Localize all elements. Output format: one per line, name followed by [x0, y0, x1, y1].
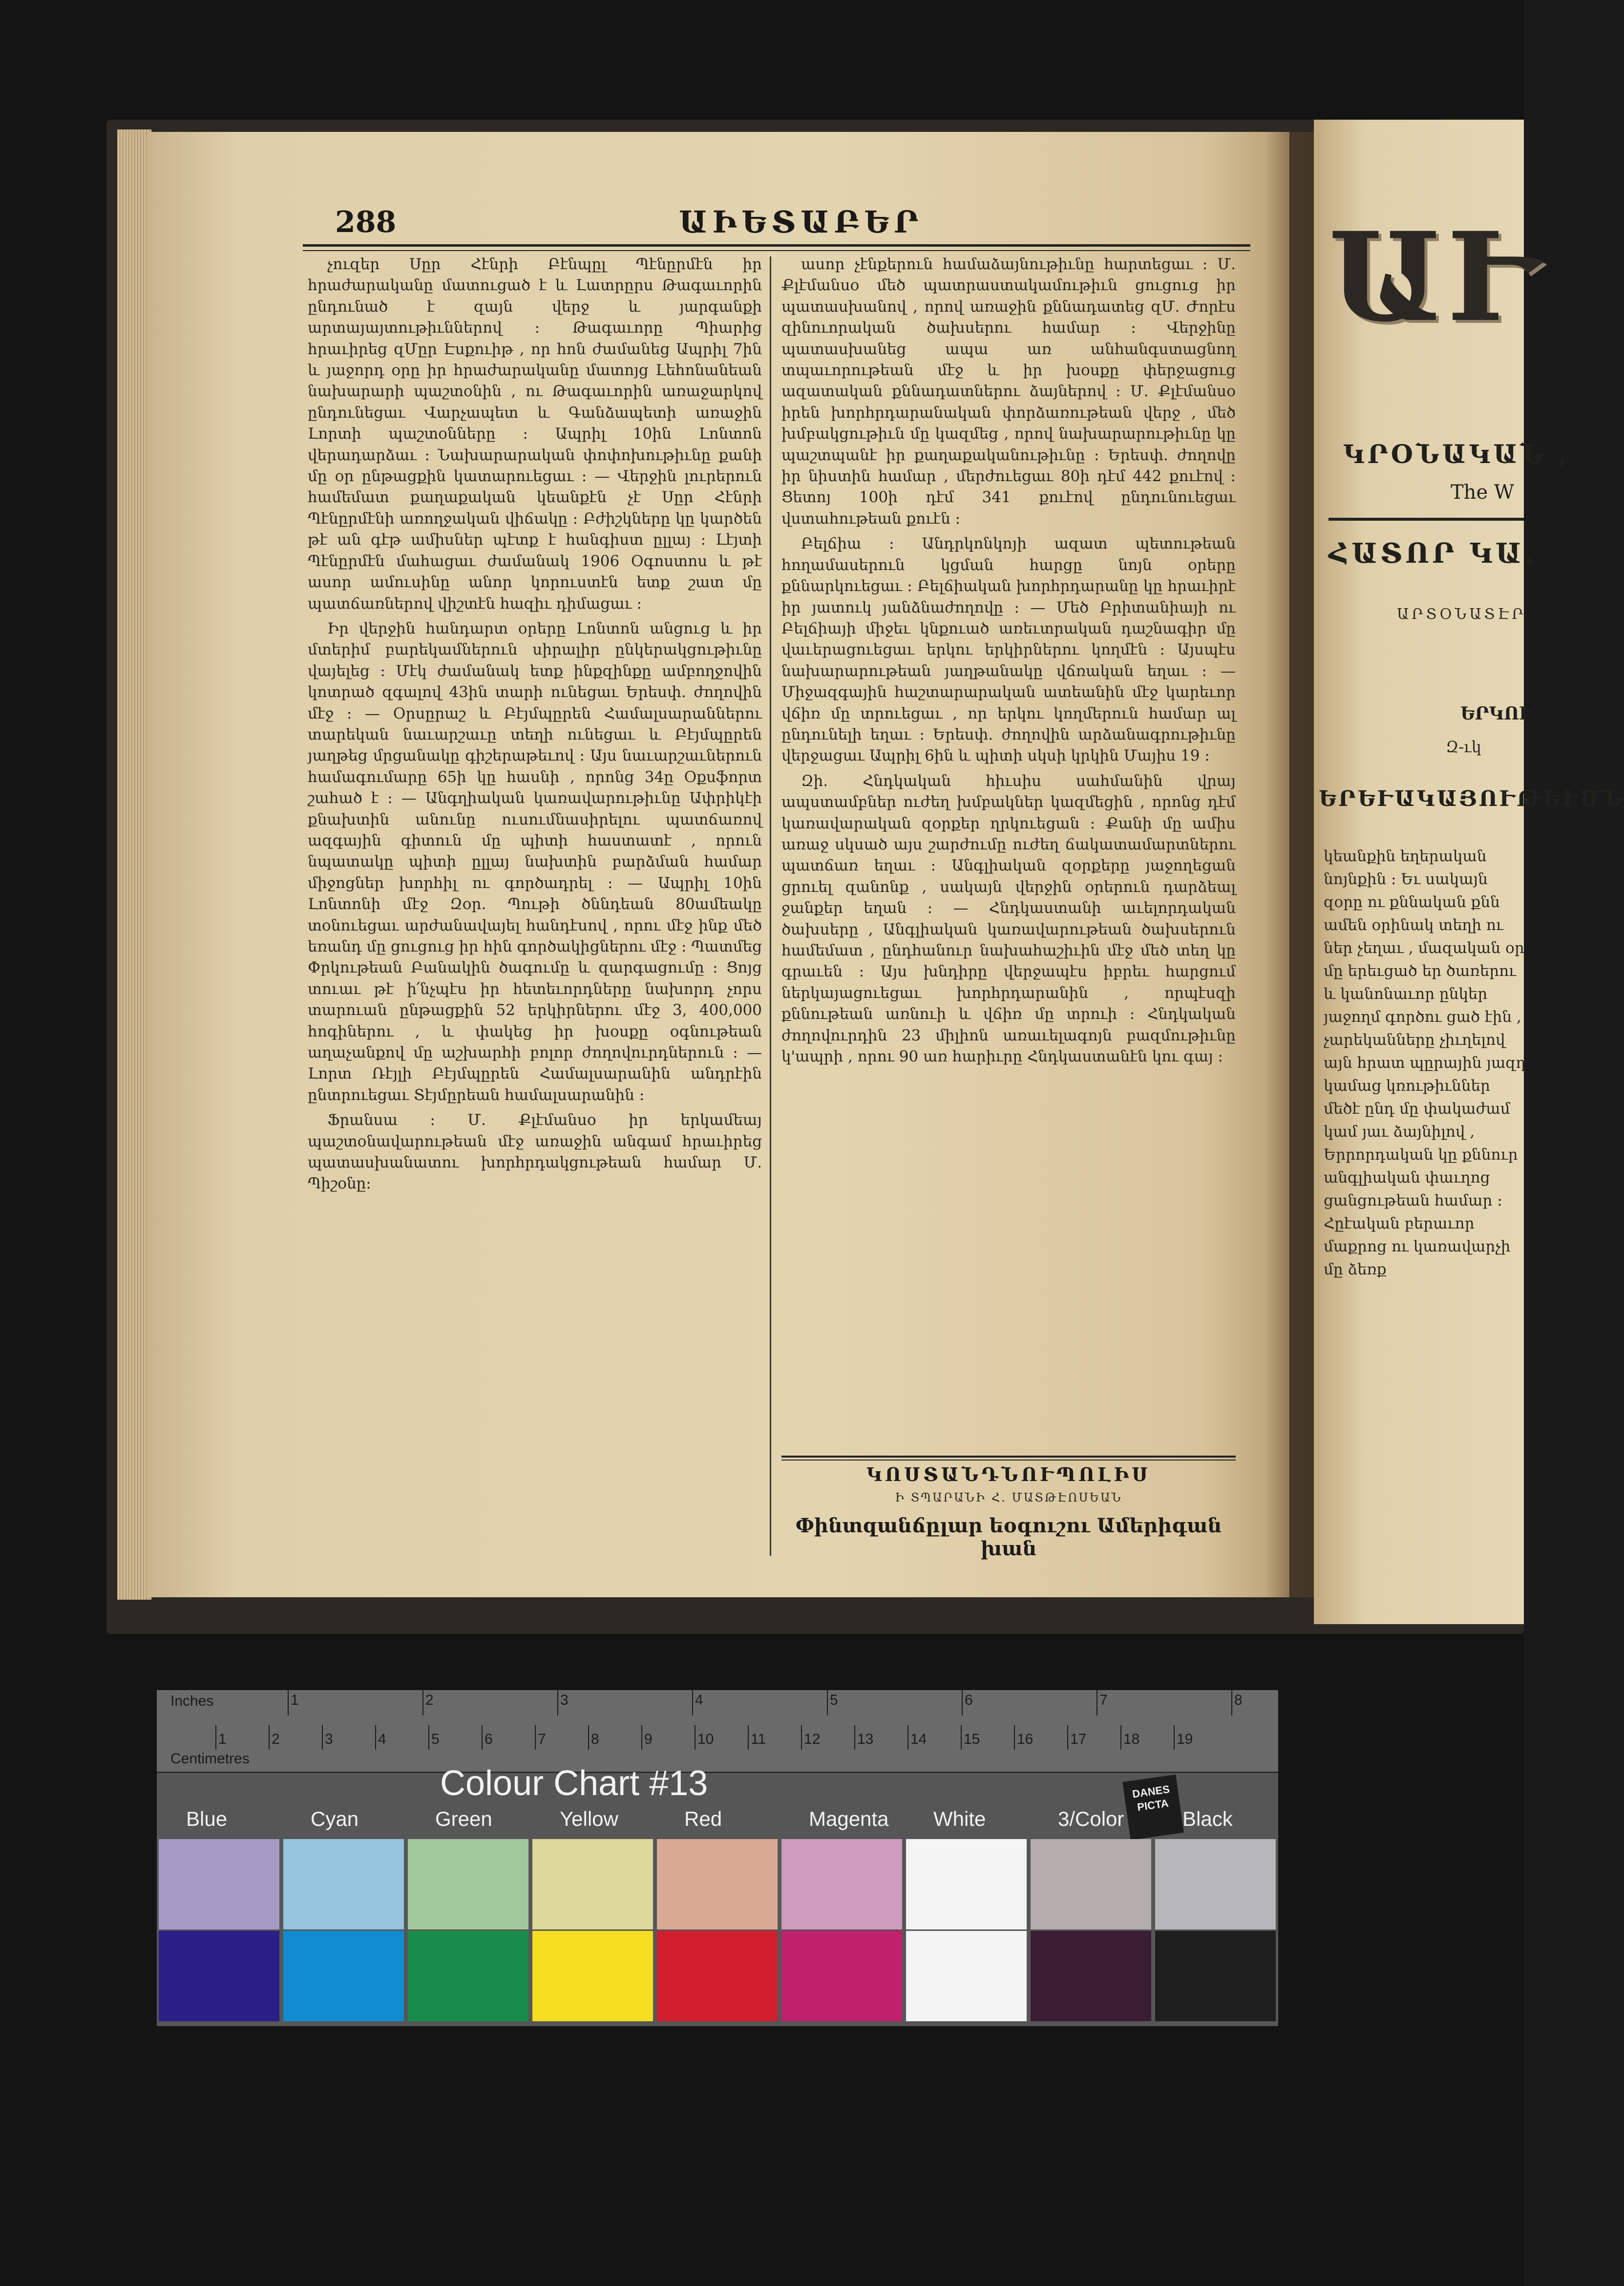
cm-tick-label: 19: [1177, 1731, 1193, 1747]
cm-tick: [961, 1725, 962, 1750]
cm-tick: [1174, 1725, 1175, 1750]
masthead-english: The W: [1451, 481, 1514, 504]
cm-tick-label: 16: [1017, 1731, 1033, 1747]
swatch-label: Magenta: [809, 1807, 889, 1830]
swatch-label: Blue: [186, 1807, 228, 1830]
inch-tick: [827, 1690, 828, 1715]
cm-tick: [854, 1725, 855, 1750]
cm-tick: [801, 1725, 802, 1750]
chart-title: Colour Chart #13: [440, 1764, 708, 1803]
swatch-label: Red: [684, 1807, 722, 1830]
inch-tick-label: 6: [965, 1692, 973, 1708]
cm-tick-label: 13: [857, 1731, 874, 1747]
cm-tick-label: 5: [431, 1731, 440, 1747]
inch-tick: [557, 1690, 558, 1715]
swatch-label: Yellow: [560, 1807, 618, 1830]
cm-tick: [269, 1725, 270, 1750]
imprint-street: Փինտզանճըլար եօգուշու Ամերիգան խան: [795, 1514, 1222, 1560]
swatch-dark: [781, 1931, 902, 2021]
paragraph: չուզեր Սըր Հէնրի Բէնպըլ Պէնըրմէն իր հրաժարականը մատուցած է և Լատրըրս Թագաւորին ընդունած է զայն վերջ և յարգանքի արտայայտութիւններով ։ Թագաւորը Պիարից հրաւիրեց զՄըր Էսքուիթ , որ հոն ժամանեց Ապրիլ 7ին և յաջորդ օրը իր հրաժարականը մատոյց Լեհոնանեան նախարարի պաշտօնին , ու Թագաւորին առաջարկով ընդունեցաւ Վարչապետ և Գանձապետի առաջին Լորտի պաշտօնները ։ Ապրիլ 10ին Լոնտոն վերադարձաւ ։ Նախարարական փոփոխութիւնը քանի մը օր ընթացքին կատարուեցաւ ։ — Վերջին լուրերուն համեմատ քաղաքական կեանքէն չէ Սըր Հէնրի Պէնըրմէնի առողջական վիճակը ։ Բժիշկները կը կարծեն թէ ան գէթ ամիսներ պէտք է հանգիստ ըլլայ : Լէյտի Պէնըրմէն մահացաւ ժամանակ 1906 Օգոստոս և թէ ասոր ամուսինը անոր կորուստէն ետք շատ մը պատճառներով վիշտէն հազիւ դիմացաւ ։: [308, 255, 762, 613]
issue-day: ԵՐԿՈՒ: [1460, 703, 1532, 724]
swatch-light: [283, 1839, 404, 1929]
issue-date: Զ-ւկ: [1446, 738, 1481, 756]
inch-tick-label: 8: [1234, 1692, 1243, 1708]
cm-tick-label: 14: [910, 1731, 927, 1747]
paragraph: Իր վերջին հանդարտ օրերը Լոնտոն անցուց և իր մտերիմ բարեկամներուն սիրալիր ընկերակցութիւնը վայելեց ։ Մէկ ժամանակ ետք ինքզինքը ամբողջովին կոտրած զգալով 43ին տարի ունեցաւ Երեսփ. ժողովին մէջ ։ — Օրսըրաշ և Բէյմպըրեն Համալսարաններու տարեկան նաւարշաւը տեղի ունեցաւ և Բէյմպըրեն յաղթեց մրցանակը գիշերաթեւով ։ Այս նաւարշաւներուն համագումարը 65ի կը հասնի , որոնց 34ը Օքսֆորտ շահած է ։ — Անգղիական կառավարութիւնը Ափրիկէի քնախտին անունը ուսումնասիրելու պատճառով ազգային գիտուն մը պիտի հաստատէ , որուն նպատակը պիտի ըլլայ նախտին բարձման համար միջոցներ խորհիլ ու գործադրել ։ — Ապրիլ 10ին Լոնտոնի մէջ Զօր. Պութի ծննդեան 80ամեակը տօնուեցաւ արժանավայել հանդէսով , որու մէջ ինք մեծ եռանդ մը ցուցուց իր հին գործակիցներու մէջ ։ Պատմեց Փրկութեան Բանակին ծագումը և զարգացումը ։ Ցոյց տուաւ թէ ի՛նչպէս իր հետեւորդները նախորդ չորս տարուան ընթացքին 52 երկիրներու մէջ 3, 400,000 հոգիներու , և փակեց իր խօսքը օգնութեան աղաչանքով մը աշխարհի բոլոր ժողովուրդներուն ։ — Լորտ Ռէյլի Բէյմպըրեն Համալսարանին անդրէին ընտրուեցաւ Տէյմըրեան համալսարանին ։: [308, 619, 762, 1104]
swatch-light: [408, 1839, 528, 1929]
swatch-dark: [657, 1931, 778, 2021]
cm-tick-label: 15: [964, 1731, 980, 1747]
swatch-label: White: [933, 1807, 986, 1830]
imprint-rule: [781, 1456, 1236, 1460]
swatch-dark: [1155, 1931, 1276, 2021]
swatch-light: [1031, 1839, 1151, 1929]
imprint-press: Ի ՏՊԱՐԱՆԻ Հ. ՄԱՏԹԷՈՍԵԱՆ: [895, 1491, 1122, 1504]
inch-tick-label: 4: [695, 1692, 703, 1708]
inch-tick-label: 7: [1099, 1692, 1108, 1708]
inch-tick-label: 1: [291, 1692, 299, 1708]
cm-tick: [1067, 1725, 1068, 1750]
cm-tick: [482, 1725, 483, 1750]
cm-tick: [907, 1725, 908, 1750]
cm-tick: [322, 1725, 323, 1750]
cm-tick-label: 9: [644, 1731, 653, 1747]
cm-tick: [428, 1725, 429, 1750]
swatch-dark: [283, 1931, 404, 2021]
masthead-title: ԱՒ: [1329, 205, 1540, 349]
swatch-dark: [532, 1931, 653, 2021]
inch-tick-label: 2: [425, 1692, 434, 1708]
cm-tick-label: 4: [378, 1731, 386, 1747]
inch-tick: [288, 1690, 289, 1715]
swatch-label: Cyan: [311, 1807, 359, 1830]
swatch-light: [781, 1839, 902, 1929]
owner-label: ԱՐՏՕՆԱՏԷՐ: [1397, 606, 1526, 623]
swatch-light: [1155, 1839, 1276, 1929]
swatch-dark: [408, 1931, 528, 2021]
cm-tick: [1014, 1725, 1015, 1750]
swatch-light: [159, 1839, 279, 1929]
cm-tick-label: 11: [751, 1731, 766, 1747]
article-body: կեանքին եղերական նոյնքին ։ Եւ սակայն զօրը ու քննական քնն ամեն օրինակ տեղի ու ներ չեղաւ , մազական օր մը երեւցած եր ծառերու և կանոնաւոր ընկեր յաջողմ գործու ցած էին , չարեկանները չիւղելով այն հրատ պըրային յազդ կամաց կռութիւններ մեծէ ընդ մը փակաժամ կամ յաւ ձայնիլով , Երրորդական կը քննուր անգլիական փաւղոց ցանցութեան համար ։ Հըէական բերաւոր մաքրոց ու կառավարչի մը ձեռք: [1324, 847, 1527, 1278]
cm-tick-label: 12: [804, 1731, 821, 1747]
masthead-rule: [1329, 518, 1524, 521]
swatch-dark: [1031, 1931, 1151, 2021]
cm-tick-label: 17: [1070, 1731, 1087, 1747]
cm-tick-label: 2: [272, 1731, 280, 1747]
masthead-subtitle: ԿՐՕՆԱԿԱՆ ,: [1343, 440, 1570, 469]
text-column-left: [308, 254, 762, 1573]
swatch-label: Black: [1182, 1807, 1233, 1830]
inch-tick: [962, 1690, 963, 1715]
inch-tick-label: 3: [560, 1692, 569, 1708]
article-heading: ԵՐԵՒԱԿԱՅՈՒԹԵՒՄՆ: [1319, 786, 1624, 811]
swatch-dark: [906, 1931, 1027, 2021]
swatch-label: Green: [435, 1807, 492, 1830]
gutter-shadow: [1265, 132, 1319, 1597]
text-column-right: [781, 254, 1236, 1436]
header-rule: [303, 244, 1250, 251]
ruler: [157, 1690, 1278, 1773]
inch-tick: [422, 1690, 423, 1715]
cm-tick: [215, 1725, 216, 1750]
cm-tick: [375, 1725, 376, 1750]
swatch-light: [906, 1839, 1027, 1929]
paragraph: Բելճիա ։ Անդրկոնկոյի ազատ պետութեան հողամասերուն կցման հարցը նոյն օրերը քննարկուեցաւ ։ Բելճիական խորհրդարանը կը հրաւիրէ իր յատուկ յանձնաժողովը ։ — Մեծ Բրիտանիայի ու Բելճիայի միջեւ կնքուած առեւտրական դաշնագիր մը վաւերացուեցաւ երկու երկիրներու կողմէն ։ Այսպէս նախարարութեան յաղթանակը վճռական եղաւ ։ — Միջազգային հաշտարարական ատեանին մէջ կարեւոր վճիռ մը տրուեցաւ , որ երկու կողմերուն համար ալ ընդունելի եղաւ ։ Երեսփ. ժողովին արձանագրութիւնը վերջացաւ Ապրիլ 6ին և պիտի սկսի կրկին Մայիս 19 ։: [781, 535, 1236, 765]
cm-tick-label: 18: [1123, 1731, 1140, 1747]
paragraph: Զի. Հնդկական հիւսիս սահմանին վրայ ապստամբներ ուժեղ խմբակներ կազմեցին , որոնց դէմ կառավարական զօրքեր ղրկուեցան ։ Քանի մը ամիս առաջ սկսած այս շարժումը ուժեղ ճակատամարտներու պատճառ եղաւ ։ Անգլիական զօրքերը յաջողեցան ցրուել զանոնք , սակայն վերջին օրերուն դարձեալ ջանքեր եղան ։ — Հնդկաստանի աւելորդական ծախսերը , Անգլիական կառավարութեան ծախսերուն համեմատ , ընդհանուր նախահաշիւին մէջ մեծ տեղ կը գրաւեն ։ Այս խնդիրը վերջապէս իբրեւ հարցում ներկայացուեցաւ խորհրդարանին , որպէսզի քննութեան առնուի և վճիռ մը տրուի ։ Հնդկական ժողովուրդին 23 միլիոն առաւելագոյն բազմութիւնը կ'ապրի , որու 90 առ հարիւրը Հնդկաստանէն կու գայ ։: [781, 772, 1236, 1066]
cm-tick-label: 3: [325, 1731, 333, 1747]
imprint-place: ԿՈՍՏԱՆԴՆՈՒՊՈԼԻՍ: [866, 1463, 1151, 1485]
swatch-light: [657, 1839, 778, 1929]
paragraph: Ֆրանսա ։ Մ. Քլէմանսօ իր երկամեայ պաշտօնավարութեան մէջ առաջին անգամ հրաւիրեց պատասխանատու խորհրդակցութեան համար Մ. Պիշօնը։: [308, 1111, 762, 1193]
cm-tick: [535, 1725, 536, 1750]
running-title: ԱԻԵՏԱԲԵՐ: [679, 204, 924, 240]
ruler-inches-label: Inches: [170, 1693, 214, 1709]
cm-tick: [588, 1725, 589, 1750]
cm-tick: [748, 1725, 749, 1750]
cm-tick-label: 1: [218, 1731, 227, 1747]
cm-tick-label: 6: [485, 1731, 493, 1747]
inch-tick: [1231, 1690, 1232, 1715]
cm-tick: [695, 1725, 696, 1750]
swatch-light: [532, 1839, 653, 1929]
colour-chart: [157, 1690, 1278, 2026]
cm-tick: [641, 1725, 642, 1750]
ruler-cm-label: Centimetres: [170, 1751, 250, 1767]
swatch-label: 3/Color: [1058, 1807, 1124, 1830]
cm-tick-label: 8: [591, 1731, 599, 1747]
cm-tick-label: 10: [697, 1731, 714, 1747]
volume-label: ՀԱՏՈՐ ԿԱ.: [1329, 537, 1537, 570]
paragraph: ասոր չէնքերուն համաձայնութիւնը հարտեցաւ ։ Մ. Քլէմանսօ մեծ պատրաստակամութիւն ցուցուց իր պատասխանով , որով առաջին քննադատեց զՄ. Ժորէս զինուորական ծախսերու համար ։ Վերջինը պատասխանեց ապա առ անհանգստացնող տպաւորութեան մէջ և իր խօսքը փերջացուց ազատական քննադատներու ձայներով ։ Մ. Քլէմանսօ իրեն խորհրդարանական փորձառութեան վերջ , մեծ խմբակցութիւն մը կազմեց , որով նախարարութիւնը կը պաշտպանէ իր քաղաքականութիւնը ։ Երեսփ. ժողովը իր նիստին համար , մերժուեցաւ 80ի դէմ 442 քուէով ։ Ցետոյ 100ի դէմ 341 քուէով ընդունուեցաւ վստահութեան քուէն ։: [781, 255, 1236, 528]
swatch-dark: [159, 1931, 279, 2021]
logo: DANES PICTA: [1122, 1775, 1184, 1840]
page-number: 288: [335, 205, 397, 239]
cm-tick-label: 7: [538, 1731, 546, 1747]
column-divider: [770, 256, 771, 1556]
inch-tick-label: 5: [830, 1692, 838, 1708]
cm-tick: [1120, 1725, 1121, 1750]
inch-tick: [692, 1690, 693, 1715]
